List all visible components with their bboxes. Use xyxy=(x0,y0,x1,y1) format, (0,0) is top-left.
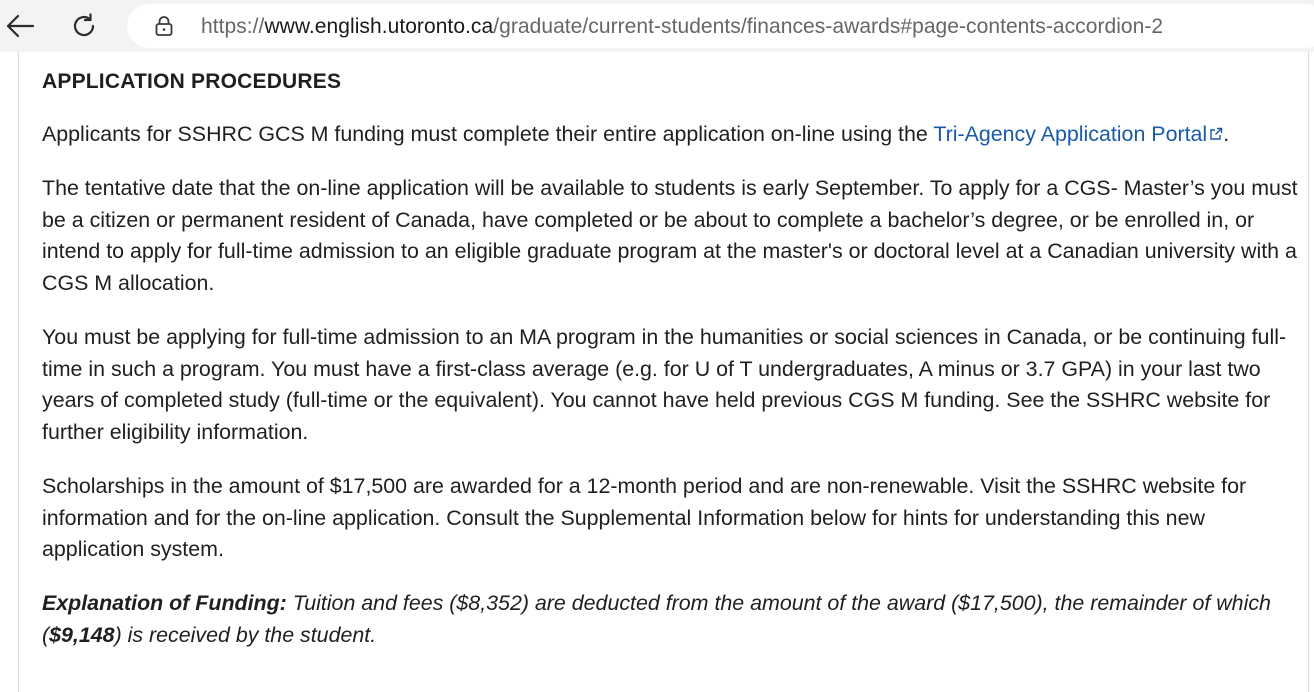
paragraph-funding-explanation xyxy=(42,588,1300,651)
back-button[interactable] xyxy=(0,6,40,46)
funding-text-a: Tuition and fees ($8,352) are deducted from the amount of the award ($17,500), the remainder of which ( xyxy=(42,591,1271,647)
funding-explanation-label: Explanation of Funding: xyxy=(42,591,287,615)
url-scheme: https:// xyxy=(201,15,265,38)
refresh-button[interactable] xyxy=(64,6,104,46)
lock-icon xyxy=(154,15,174,37)
tri-agency-portal-link-text: Tri-Agency Application Portal xyxy=(933,122,1208,146)
url-host: www.english.utoronto.ca xyxy=(264,15,494,38)
paragraph-scholarship-amount: Scholarships in the amount of $17,500 are awarded for a 12-month period and are non-renewable. Visit the SSHRC website for information and for the on-line application. Consult the Supplemental Information below for hints for understanding this new application system. xyxy=(42,474,1247,561)
paragraph-requirements: You must be applying for full-time admission to an MA program in the humanities or social sciences in Canada, or be continuing full-time in such a program. You must have a first-class average (e.g. for U of T undergraduates, A minus or 3.7 GPA) in your last two years of completed study (full-time or the equivalent). You cannot have held previous CGS M funding. See the SSHRC website for further eligibility information. xyxy=(42,325,1287,444)
p1-text-after: . xyxy=(1223,122,1230,146)
address-bar[interactable] xyxy=(127,4,1314,48)
external-link-icon xyxy=(1209,127,1223,141)
tri-agency-portal-link[interactable] xyxy=(933,122,1223,146)
refresh-icon xyxy=(70,12,98,40)
back-arrow-icon xyxy=(5,14,35,38)
funding-text-b: ) is received by the student. xyxy=(114,622,377,647)
paragraph-eligibility: The tentative date that the on-line application will be available to students is early September. To apply for a CGS- Master’s you must be a citizen or permanent resident of Canada, have completed or be about to complete a bachelor’s degree, or be enrolled in, or intend to apply for full-time admission to an eligible graduate program at the master's or doctoral level at a Canadian university with a CGS M allocation. xyxy=(42,176,1298,295)
section-heading: APPLICATION PROCEDURES xyxy=(42,70,342,93)
browser-toolbar xyxy=(0,0,1314,52)
remainder-amount: $9,148 xyxy=(49,622,115,647)
url-path: /graduate/current-students/finances-awards#page-contents-accordion-2 xyxy=(493,15,1164,38)
page-content-panel xyxy=(18,52,1309,692)
p1-text-before: Applicants for SSHRC GCS M funding must complete their entire application on-line using the xyxy=(42,122,934,146)
site-info-button[interactable] xyxy=(153,15,175,37)
url-text[interactable] xyxy=(201,15,1163,39)
paragraph-application-portal xyxy=(42,119,1300,151)
